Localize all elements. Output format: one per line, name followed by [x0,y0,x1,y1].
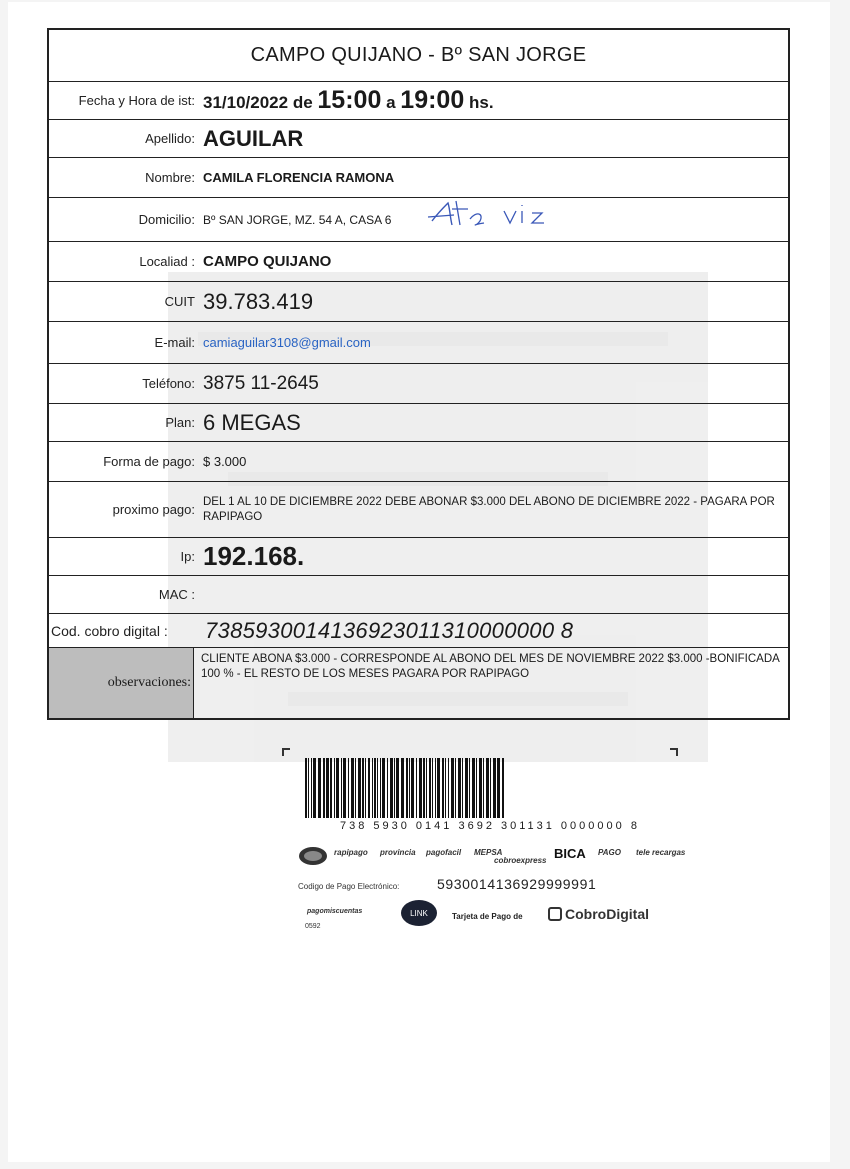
barcode-bar [476,758,477,818]
row-mac [49,576,788,614]
barcode-bar [330,758,332,818]
localidad-label: Localiad : [139,254,195,269]
link-logo: LINK [401,900,437,926]
barcode-bar [362,758,364,818]
barcode-bar [455,758,456,818]
barcode-bar [416,758,417,818]
barcode-bar [372,758,373,818]
barcode-bar [343,758,346,818]
barcode-bar [462,758,463,818]
fecha-hs: hs. [468,93,494,112]
barcode-bar [311,758,312,818]
logo-bica: BICA [554,846,586,861]
row-email [49,322,788,364]
barcode-bar [472,758,475,818]
barcode-bar [382,758,385,818]
logo-cobroexpress: cobroexpress [494,856,547,865]
row-cuit [49,282,788,322]
row-nombre [49,158,788,198]
barcode-bar [479,758,482,818]
barcode-bar [432,758,433,818]
barcode-bar [502,758,504,818]
ip-value: 192.168. [203,541,305,571]
barcode-bar [411,758,414,818]
row-observaciones [49,648,788,718]
row-plan [49,404,788,442]
nombre-value: CAMILA FLORENCIA RAMONA [203,170,395,185]
cuit-value: 39.783.419 [203,288,314,314]
barcode-bar [490,758,491,818]
barcode-bar [355,758,356,818]
domicilio-value: Bº SAN JORGE, MZ. 54 A, CASA 6 [203,212,392,227]
row-domicilio [49,198,788,242]
barcode-bar [435,758,436,818]
barcode-bar [374,758,376,818]
fecha-end: 19:00 [400,86,465,114]
apellido-label: Apellido: [145,131,195,146]
logo-telerecargas: tele recargas [636,848,686,857]
proximo-pago-label: proximo pago: [112,502,195,517]
forma-pago-value: $ 3.000 [203,454,247,469]
fecha-value [197,86,494,115]
barcode-bar [469,758,470,818]
row-forma-pago [49,442,788,482]
barcode-bar [318,758,321,818]
barcode-bar [377,758,378,818]
observaciones-label: observaciones: [49,648,194,718]
cobrodigital-logo [548,906,649,922]
barcode-bar [341,758,342,818]
barcode-bar [365,758,366,818]
telefono-label: Teléfono: [142,376,195,391]
barcode-bar [483,758,484,818]
cod-cobro-value: 7385930014136923011310000000 8 [205,617,574,643]
logo-pagofacil: pagofacil [426,848,462,857]
ip-label: Ip: [180,549,195,564]
cobrodigital-text: CobroDigital [565,906,649,922]
row-proximo-pago [49,482,788,538]
logo-provincia: provincia [380,848,416,857]
row-cod-cobro [49,614,788,648]
fecha-start: 15:00 [317,86,382,114]
barcode-bar [493,758,496,818]
logo-mepsa: MEPSA [474,848,503,857]
email-value[interactable]: camiaguilar3108@gmail.com [203,335,371,350]
row-fecha [49,82,788,120]
fecha-date: 31/10/2022 [203,93,289,112]
cod-cobro-label: Cod. cobro digital : [51,622,168,639]
barcode-bar [497,758,500,818]
barcode-bar [465,758,468,818]
codigo-pago-label: Codigo de Pago Electrónico: [298,882,400,891]
domicilio-label: Domicilio: [138,212,195,227]
fecha-a: a [386,93,396,112]
plan-value: 6 MEGAS [203,409,301,435]
barcode-bar [326,758,329,818]
barcode-bar [448,758,449,818]
logo-pago: PAGO [598,848,621,857]
barcode-bar [305,758,307,818]
form-title: CAMPO QUIJANO - Bº SAN JORGE [250,44,587,66]
pagomiscuentas-logo: pagomiscuentas [307,908,363,915]
barcode-bar [437,758,440,818]
barcode-bar [458,758,461,818]
barcode-bar [406,758,408,818]
handwritten-note [424,195,564,235]
fecha-label: Fecha y Hora de ist: [78,93,195,108]
barcode-bar [451,758,454,818]
barcode-bar [313,758,316,818]
barcode-bar [390,758,393,818]
localidad-value: CAMPO QUIJANO [203,253,332,270]
form-title-row [49,30,788,82]
codigo-pago-value: 5930014136929999991 [437,876,597,892]
barcode-bar [358,758,361,818]
barcode-bar [380,758,381,818]
logo-rapipago: rapipago [334,848,368,857]
barcode-bar [323,758,325,818]
email-label: E-mail: [154,335,195,350]
payment-slip [280,748,690,958]
barcode-bar [401,758,404,818]
row-localidad [49,242,788,282]
telefono-value: 3875 11-2645 [203,372,319,394]
barcode-bar [419,758,422,818]
barcode-bar [308,758,309,818]
nombre-label: Nombre: [145,170,195,185]
pagomiscuentas-number: 0592 [305,923,321,930]
row-ip [49,538,788,576]
observaciones-value: CLIENTE ABONA $3.000 - CORRESPONDE AL ABONO DEL MES DE NOVIEMBRE 2022 $3.000 -BONIFICADA 100 % - EL RESTO DE LOS MESES PAGARA POR RAPIPAGO [201,653,780,680]
barcode-bar [429,758,431,818]
forma-pago-label: Forma de pago: [103,454,195,469]
barcode-bar [409,758,410,818]
row-telefono [49,364,788,404]
barcode-bar [486,758,489,818]
barcode-bar [423,758,425,818]
barcode-bar [426,758,427,818]
barcode-bar [348,758,349,818]
payment-logos [298,846,686,868]
barcode-bar [445,758,446,818]
row-apellido [49,120,788,158]
barcode-bar [442,758,444,818]
barcode-bar [394,758,395,818]
cobrodigital-icon [548,907,562,921]
barcode-bar [396,758,399,818]
client-form [47,28,790,720]
plan-label: Plan: [165,415,195,430]
barcode-bar [368,758,370,818]
barcode-bar [334,758,335,818]
apellido-value: AGUILAR [203,125,304,151]
barcode-bar [351,758,354,818]
barcode-bar [336,758,339,818]
barcode-digits: 738 5930 0141 3692 301131 0000000 8 [340,820,640,832]
barcode [305,758,643,818]
payment-network-logo-icon [298,846,328,866]
mac-label: MAC : [158,587,195,602]
cuit-label: CUIT [164,294,195,309]
barcode-bar [387,758,388,818]
tarjeta-label: Tarjeta de Pago de [452,912,523,921]
fecha-de: de [292,93,313,112]
proximo-pago-value: DEL 1 AL 10 DE DICIEMBRE 2022 DEBE ABONAR $3.000 DEL ABONO DE DICIEMBRE 2022 - PAGARA POR RAPIPAGO [203,495,775,523]
